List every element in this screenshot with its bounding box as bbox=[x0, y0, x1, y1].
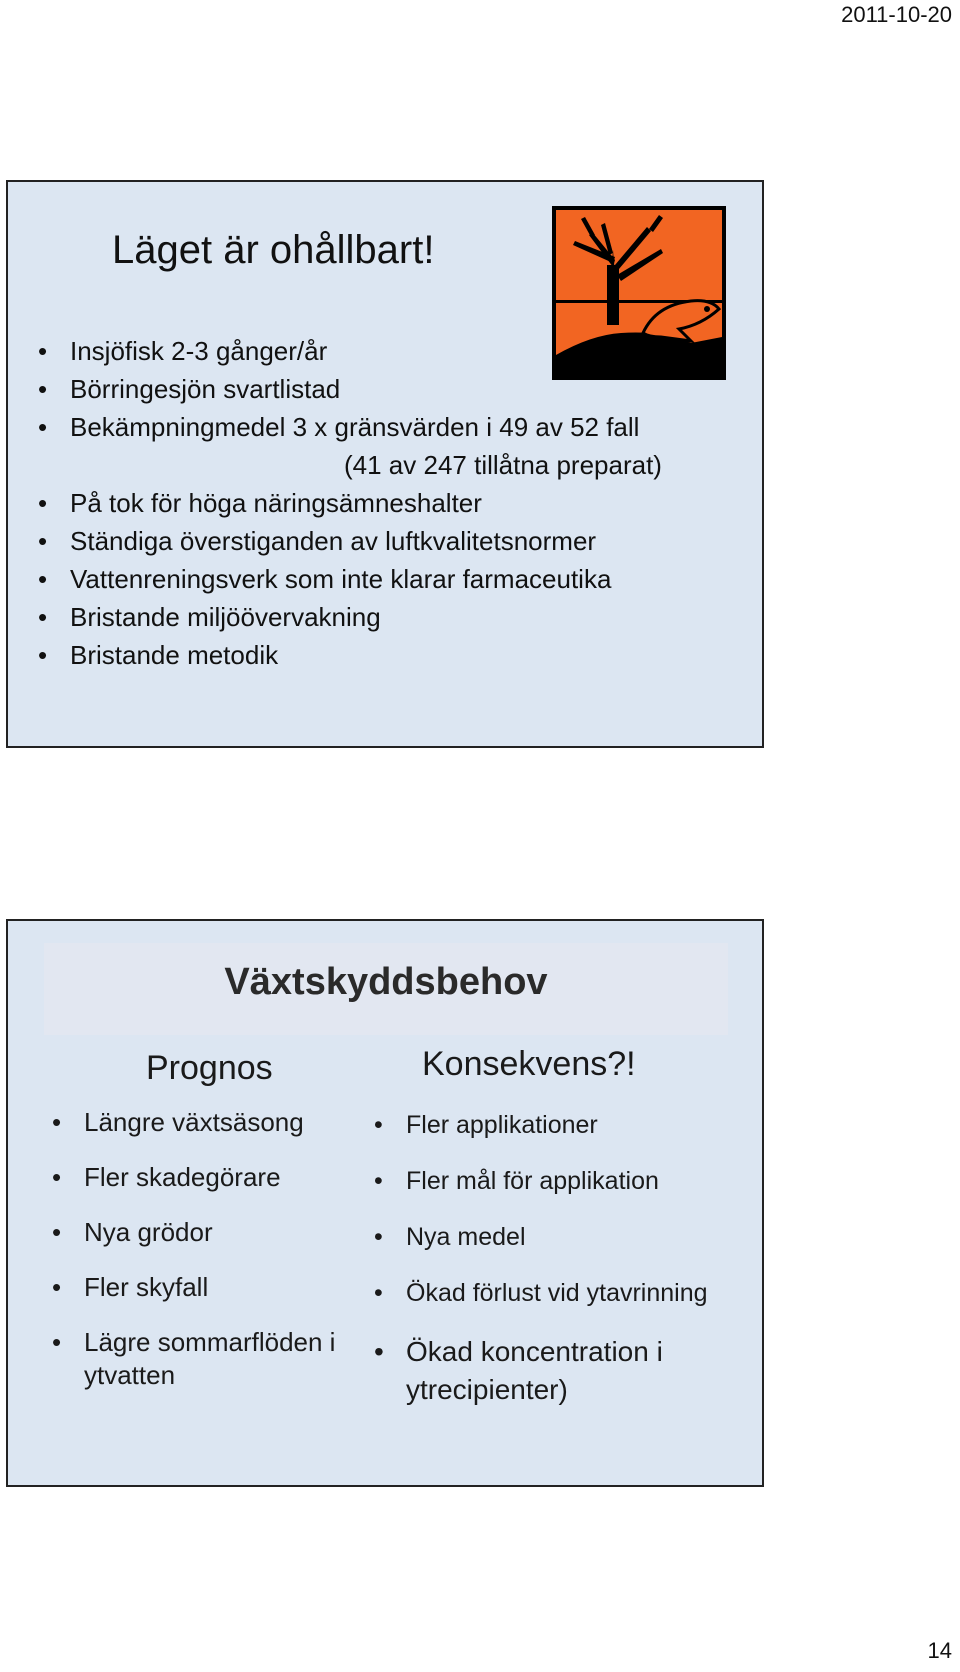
prognos-list bbox=[48, 1106, 368, 1414]
konsekvens-list bbox=[370, 1109, 750, 1432]
list-item: • Vattenreningsverk som inte klarar farmaceutika bbox=[34, 560, 734, 598]
list-item: • Fler skyfall bbox=[48, 1271, 368, 1304]
list-item: • Bristande miljöövervakning bbox=[34, 598, 734, 636]
list-item: • Fler applikationer bbox=[370, 1109, 750, 1142]
konsekvens-heading: Konsekvens?! bbox=[422, 1045, 636, 1083]
slide-1 bbox=[6, 180, 764, 748]
list-item: • Nya grödor bbox=[48, 1216, 368, 1249]
list-item: • Bristande metodik bbox=[34, 636, 734, 674]
slide-2-header bbox=[44, 943, 728, 1035]
list-item: • Fler mål för applikation bbox=[370, 1165, 750, 1198]
list-item: • Ökad förlust vid ytavrinning bbox=[370, 1277, 750, 1310]
slide-2 bbox=[6, 919, 764, 1487]
list-item: • Bekämpningmedel 3 x gränsvärden i 49 av 52 fall bbox=[34, 408, 734, 446]
list-item: • Ständiga överstiganden av luftkvalitetsnormer bbox=[34, 522, 734, 560]
list-item: • Insjöfisk 2-3 gånger/år bbox=[34, 332, 734, 370]
prognos-heading: Prognos bbox=[146, 1049, 273, 1087]
list-item: • Lägre sommarflöden i ytvatten bbox=[48, 1326, 368, 1392]
list-item-continuation: (41 av 247 tillåtna preparat) bbox=[344, 450, 662, 480]
list-item: • Längre växtsäsong bbox=[48, 1106, 368, 1139]
list-item: • Nya medel bbox=[370, 1221, 750, 1254]
list-item: • Börringesjön svartlistad bbox=[34, 370, 734, 408]
page-date: 2011-10-20 bbox=[841, 2, 952, 27]
list-item: • Fler skadegörare bbox=[48, 1161, 368, 1194]
list-item: • På tok för höga näringsämneshalter bbox=[34, 484, 734, 522]
slide-1-bullet-list bbox=[34, 332, 734, 674]
slide-1-title: Läget är ohållbart! bbox=[112, 228, 435, 272]
slide-2-title: Växtskyddsbehov bbox=[224, 961, 548, 1003]
list-item: • Ökad koncentration i ytrecipienter) bbox=[370, 1333, 750, 1409]
page-number: 14 bbox=[927, 1638, 952, 1663]
